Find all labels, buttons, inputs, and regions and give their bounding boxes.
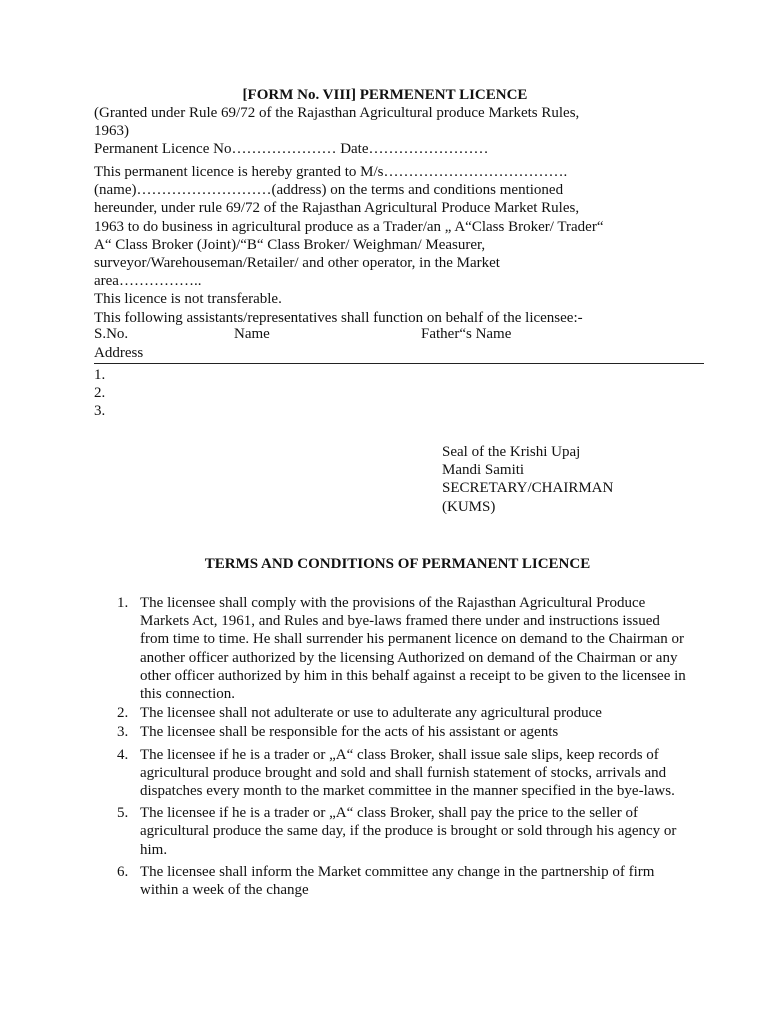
- terms-title: TERMS AND CONDITIONS OF PERMANENT LICENCE: [204, 556, 591, 572]
- col-address: Address: [94, 345, 144, 361]
- table-row: 3.: [94, 403, 106, 420]
- term-number: 5.: [117, 805, 129, 822]
- term-text: The licensee shall not adulterate or use to adulterate any agricultural produce: [140, 705, 602, 722]
- form-header: [94, 104, 694, 159]
- seal-block: [442, 443, 613, 516]
- term-item: [117, 863, 692, 899]
- assistants-rows: [94, 366, 105, 421]
- body-line: This permanent licence is hereby granted to M/s……………………………….: [94, 164, 568, 180]
- seal-line: Seal of the Krishi Upaj: [442, 444, 581, 460]
- col-sno: S.No.: [94, 326, 129, 342]
- term-item: [117, 594, 692, 703]
- header-line: (Granted under Rule 69/72 of the Rajasthan Agricultural produce Markets Rules,: [94, 105, 580, 121]
- body-line: 1963 to do business in agricultural produce as a Trader/an „ A“Class Broker/ Trader“: [94, 218, 604, 235]
- term-text: The licensee shall be responsible for the acts of his assistant or agents: [140, 724, 559, 741]
- terms-list: [117, 594, 692, 899]
- body-line: A“ Class Broker (Joint)/“B“ Class Broker/ Weighman/ Measurer,: [94, 236, 486, 253]
- licence-body: [94, 163, 704, 327]
- header-line: Permanent Licence No………………… Date……………………: [94, 141, 489, 158]
- seal-line: (KUMS): [442, 498, 496, 515]
- term-number: 2.: [117, 705, 129, 722]
- body-line: surveyor/Warehouseman/Retailer/ and other operator, in the Market: [94, 255, 500, 272]
- term-text: The licensee if he is a trader or „A“ class Broker, shall pay the price to the seller of agricultural produce the same day, if the produce is brought or sold through his agency or him.: [140, 805, 677, 858]
- term-number: 3.: [117, 724, 129, 741]
- table-row: 1.: [94, 367, 106, 383]
- table-row: 2.: [94, 385, 106, 402]
- assistants-table-header: [94, 325, 704, 343]
- body-line: This following assistants/representatives shall function on behalf of the licensee:-: [94, 309, 583, 326]
- term-text: The licensee shall comply with the provisions of the Rajasthan Agricultural Produce Markets Act, 1961, and Rules and bye-laws framed there under and instructions issued from time to time. He shall surrender his permanent licence on demand to the Chairman or another officer authorized by the licensing Authorized on demand of the Chairman or any other officer authorized by him in this behalf against a receipt to be given to the licensee in this connection.: [140, 595, 686, 703]
- col-name: Name: [234, 326, 270, 342]
- seal-line: Mandi Samiti: [442, 462, 525, 479]
- col-father-name: Father“s Name: [421, 326, 512, 342]
- body-line: (name)………………………(address) on the terms and conditions mentioned: [94, 182, 564, 199]
- body-line: area……………..: [94, 273, 202, 290]
- term-item: [117, 704, 692, 722]
- term-item: [117, 804, 692, 859]
- body-line: hereunder, under rule 69/72 of the Rajasthan Agricultural Produce Market Rules,: [94, 200, 580, 217]
- term-number: 4.: [117, 746, 129, 763]
- term-item: [117, 746, 692, 801]
- table-divider: [94, 363, 704, 364]
- body-line: This licence is not transferable.: [94, 291, 282, 308]
- term-item: [117, 723, 692, 741]
- term-number: 1.: [117, 595, 129, 611]
- term-text: The licensee shall inform the Market committee any change in the partnership of firm within a week of the change: [140, 863, 655, 899]
- term-text: The licensee if he is a trader or „A“ class Broker, shall issue sale slips, keep records of agricultural produce brought and sold and shall furnish statement of stocks, arrivals and dispatches every month to the market committee in the manner specified in the bye-laws.: [140, 746, 675, 800]
- term-number: 6.: [117, 863, 129, 880]
- seal-line: SECRETARY/CHAIRMAN: [442, 480, 614, 497]
- form-title: [FORM No. VIII] PERMENENT LICENCE: [242, 87, 528, 103]
- header-line: 1963): [94, 123, 129, 140]
